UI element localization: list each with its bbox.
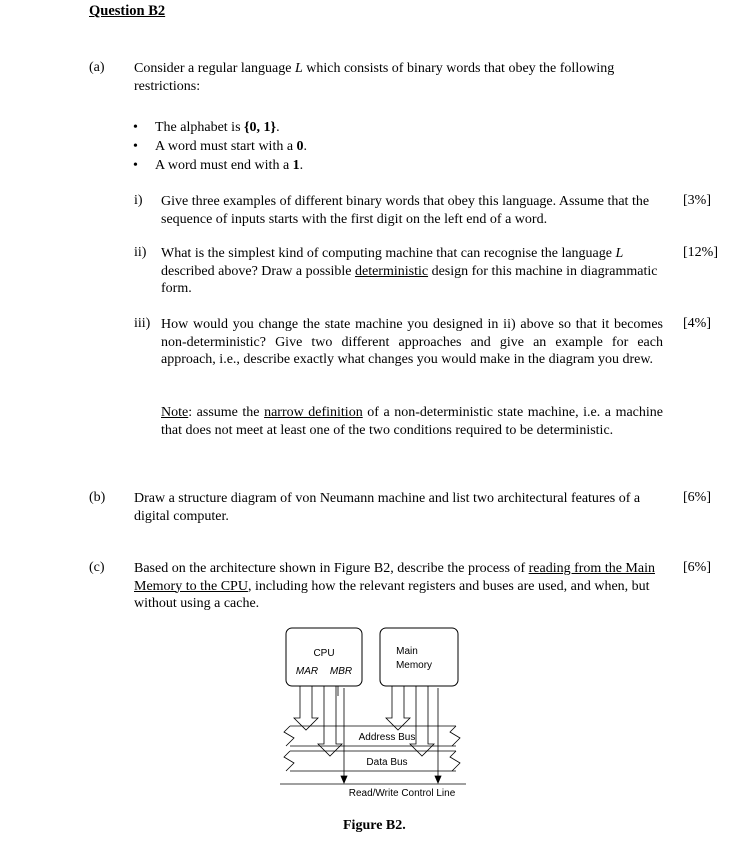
data-bus-label: Data Bus: [366, 757, 408, 768]
sub-i-marks: [3%]: [683, 193, 711, 208]
narrow-definition-term: narrow definition: [264, 405, 363, 420]
language-variable: L: [615, 246, 624, 261]
bullet-bold: 1: [292, 158, 300, 173]
list-item: [133, 118, 307, 137]
address-bus-label: Address Bus: [358, 732, 416, 743]
sub-iii-text: How would you change the state machine you designed in ii) above so that it becomes non-deterministic? Give two different approaches and give an example for each approach, i.e., describe exactly what changes you would make in the diagram you drew.: [161, 317, 663, 367]
part-b-marks: [6%]: [683, 490, 711, 505]
mbr-label: MBR: [329, 666, 353, 677]
part-c-text-1: Based on the architecture shown in Figure B2, describe the process of: [134, 561, 529, 576]
bullet-bold: {0, 1}: [244, 120, 277, 135]
bullet-bold: 0: [296, 139, 304, 154]
bullet-tail: .: [299, 158, 304, 173]
sub-ii-text-3: design for this machine in diagrammatic form.: [161, 263, 658, 296]
memory-bus-connector: [386, 686, 434, 756]
bullet-tail: .: [276, 120, 280, 135]
sub-ii-number: ii): [134, 245, 147, 260]
part-b-label: (b): [89, 490, 106, 505]
note-label: Note: [161, 405, 189, 420]
bullet-tail: .: [303, 139, 308, 154]
part-c-text: [134, 560, 664, 613]
part-a-intro-text-2: which consists of binary words that obey the following restrictions:: [134, 61, 615, 94]
deterministic-term: deterministic: [354, 263, 429, 279]
part-b-text: Draw a structure diagram of von Neumann machine and list two architectural features of a digital computer.: [134, 491, 641, 524]
part-a-label: (a): [89, 60, 105, 75]
language-variable: L: [294, 61, 303, 76]
bullet-text: A word must start with a: [155, 139, 297, 154]
sub-ii-text: [161, 245, 663, 298]
restrictions-list: [133, 118, 307, 175]
cpu-label: CPU: [313, 648, 335, 659]
sub-ii-text-2: described above? Draw a possible: [161, 263, 355, 279]
main-memory-box: [380, 628, 458, 686]
memory-label-line-1: Main: [396, 646, 418, 657]
question-heading: Question B2: [89, 3, 166, 19]
sub-i-text: Give three examples of different binary words that obey this language. Assume that the sequence of inputs starts with the first digit on the left end of a word.: [161, 194, 650, 227]
part-c-text-2: , including how the relevant registers and buses are used, and when, but without using a cache.: [134, 578, 650, 611]
address-bus: [284, 726, 460, 746]
figure-b2-diagram: [276, 626, 476, 802]
reading-term: reading from the Main Memory to the CPU: [134, 561, 655, 594]
sub-iii-marks: [4%]: [683, 316, 711, 331]
mar-label: MAR: [295, 666, 319, 677]
sub-ii-text-1: What is the simplest kind of computing machine that can recognise the language: [161, 246, 616, 261]
part-a-intro-text-1: Consider a regular language: [134, 61, 295, 76]
part-c-marks: [6%]: [683, 560, 711, 575]
read-write-control-line: [280, 784, 466, 799]
bullet-text: The alphabet is: [155, 120, 245, 135]
list-item: [133, 137, 307, 156]
data-bus: [284, 751, 460, 771]
read-write-label: Read/Write Control Line: [348, 788, 456, 799]
bullet-text: A word must end with a: [155, 158, 293, 173]
list-item: [133, 156, 307, 175]
sub-i-number: i): [134, 193, 143, 208]
part-a-intro: [134, 60, 664, 95]
figure-caption: Figure B2.: [343, 818, 406, 833]
part-c-label: (c): [89, 560, 105, 575]
sub-ii-marks: [12%]: [683, 245, 718, 260]
note-text-2: of a non-deterministic state machine, i.e. a machine that does not meet at least one of the two conditions required to be deterministic.: [161, 405, 663, 438]
cpu-bus-connector: [294, 686, 342, 756]
note-text: [161, 404, 663, 439]
sub-iii-number: iii): [134, 316, 151, 331]
note-text-1: : assume the: [188, 405, 265, 420]
memory-label-line-2: Memory: [395, 660, 433, 671]
